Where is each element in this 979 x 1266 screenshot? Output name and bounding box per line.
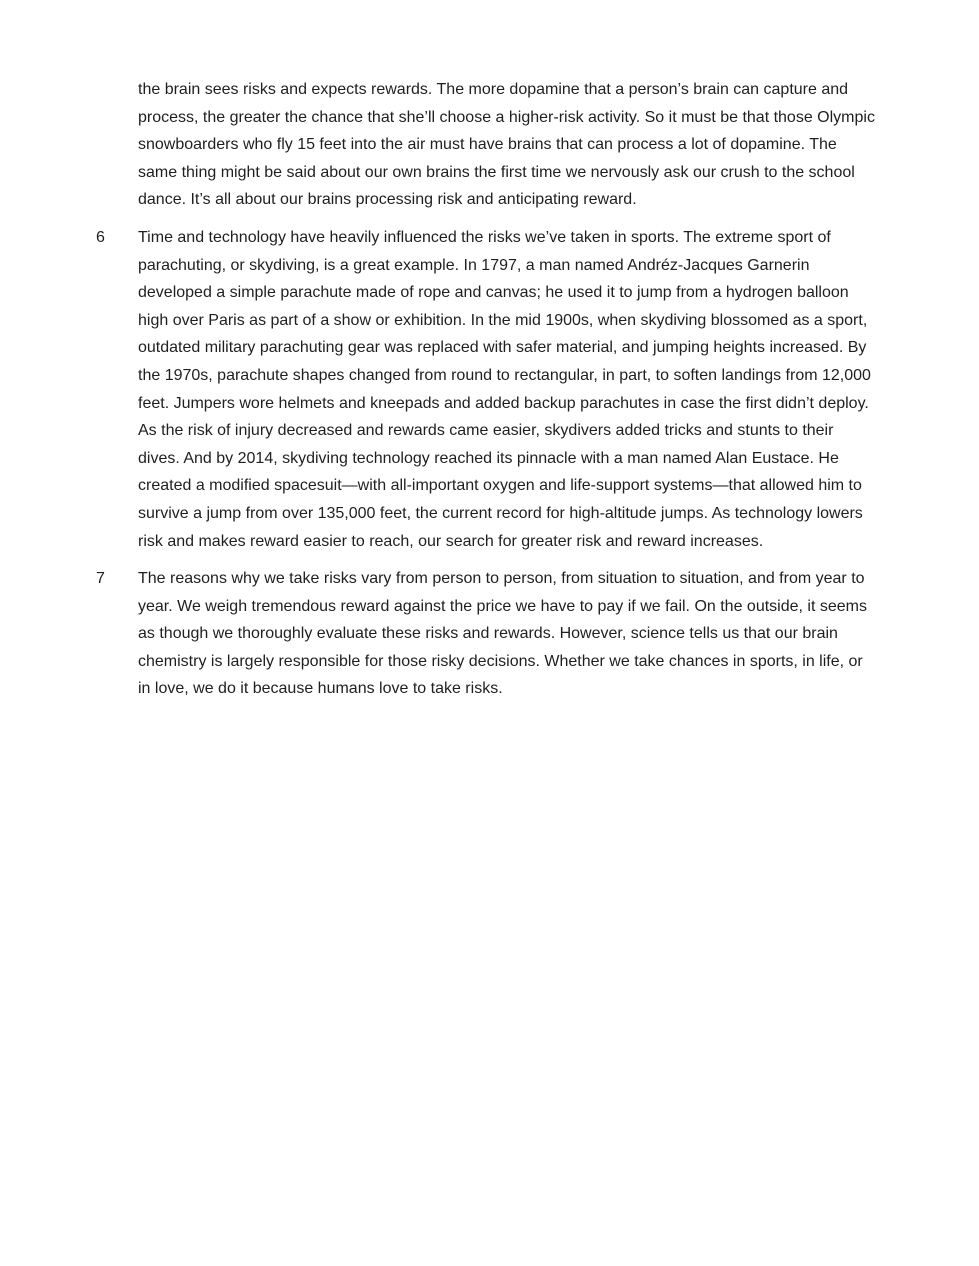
paragraph-number: 6 (96, 228, 105, 246)
paragraph-text: Time and technology have heavily influenced the risks we’ve taken in sports. The extreme sport of parachuting, or skydiving, is a great example. In 1797, a man named Andréz-Jacques Garnerin developed a simple parachute made of rope and canvas; he used it to jump from a hydrogen balloon high over Paris as part of a show or exhibition. In the mid 1900s, when skydiving blossomed as a sport, outdated military parachuting gear was replaced with safer material, and jumping heights increased. By the 1970s, parachute shapes changed from round to rectangular, in part, to soften landings from 12,000 feet. Jumpers wore helmets and kneepads and added backup parachutes in case the first didn’t deploy. As the risk of injury decreased and rewards came easier, skydivers added tricks and stunts to their dives. And by 2014, skydiving technology reached its pinnacle with a man named Alan Eustace. He created a modified spacesuit—with all-important oxygen and life-support systems—that allowed him to survive a jump from over 135,000 feet, the current record for high-altitude jumps. As technology lowers risk and makes reward easier to reach, our search for greater risk and reward increases. (138, 228, 871, 550)
paragraph-text: the brain sees risks and expects rewards. The more dopamine that a person’s brain can capture and process, the greater the chance that she’ll choose a higher-risk activity. So it must be that those Olympic snowboarders who fly 15 feet into the air must have brains that can process a lot of dopamine. The same thing might be said about our own brains the first time we nervously ask our crush to the school dance. It’s all about our brains processing risk and anticipating reward. (138, 81, 875, 209)
paragraph-5-continued (96, 76, 876, 214)
paragraph-number: 7 (96, 570, 105, 588)
paragraph-text: The reasons why we take risks vary from person to person, from situation to situation, and from year to year. We weigh tremendous reward against the price we have to pay if we fail. On the outside, it seems as though we thoroughly evaluate these risks and rewards. However, science tells us that our brain chemistry is largely responsible for those risky decisions. Whether we take chances in sports, in life, or in love, we do it because humans love to take risks. (138, 570, 867, 698)
article-body (96, 76, 876, 713)
paragraph-6 (96, 224, 876, 555)
paragraph-7 (96, 565, 876, 703)
